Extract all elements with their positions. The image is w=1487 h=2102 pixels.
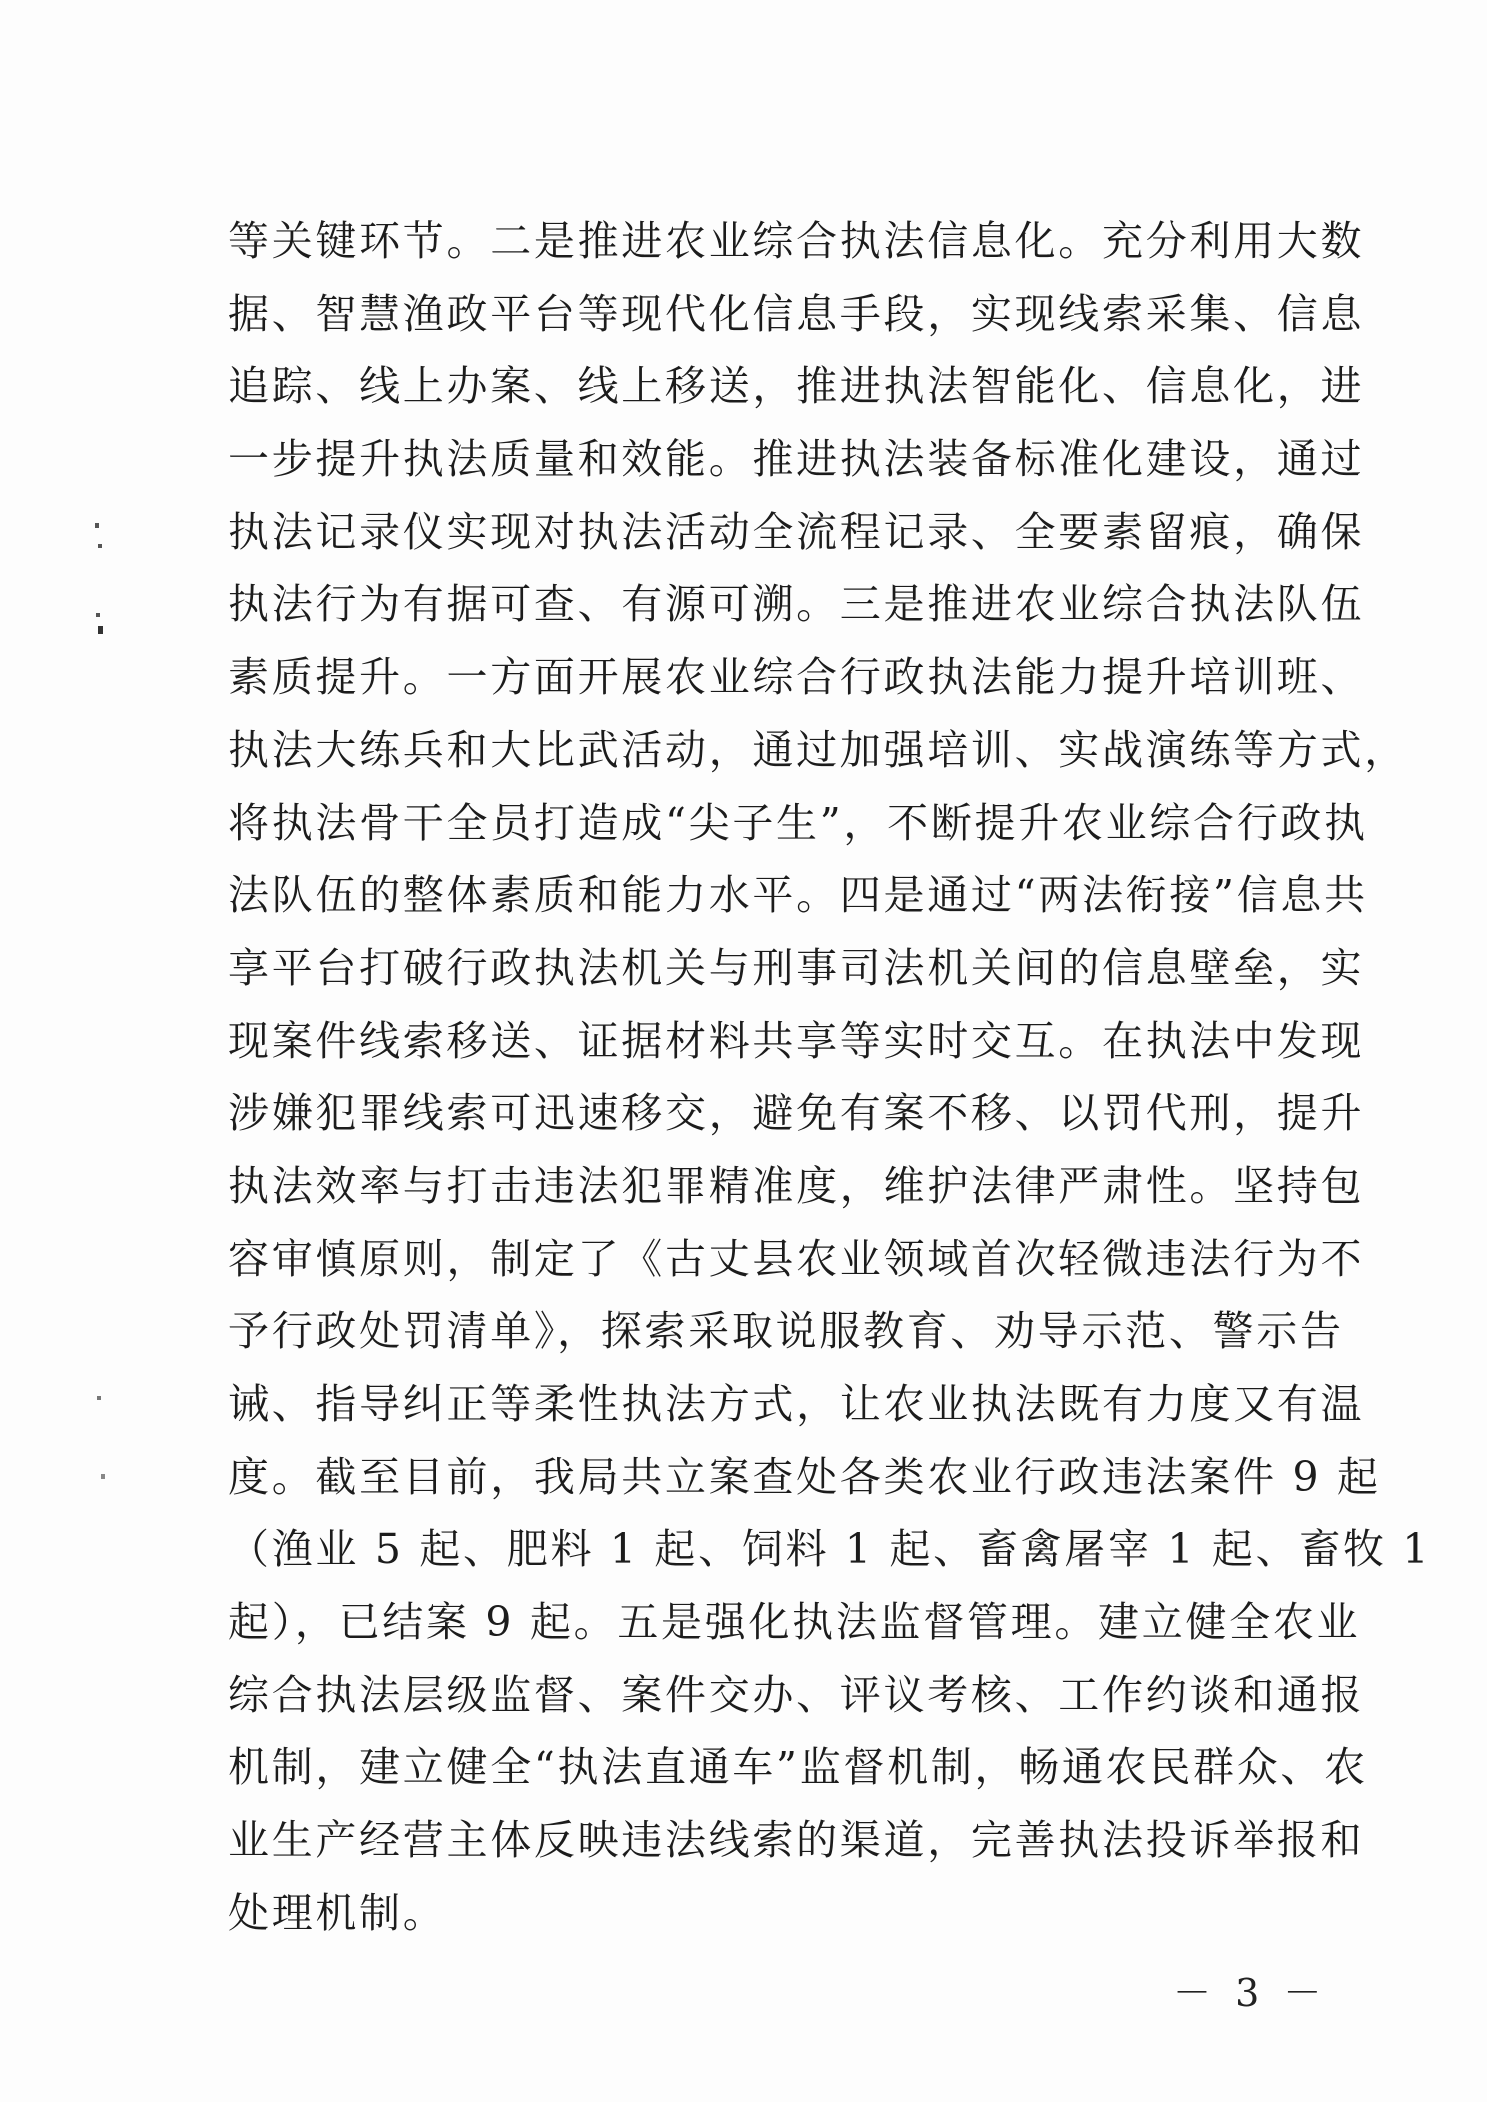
margin-speck (95, 523, 99, 528)
text-line: 据、智慧渔政平台等现代化信息手段，实现线索采集、信息 (228, 289, 1365, 338)
text-line: 执法效率与打击违法犯罪精准度，维护法律严肃性。坚持包 (228, 1161, 1365, 1210)
text-line: 机制，建立健全“执法直通车”监督机制，畅通农民群众、农 (228, 1743, 1368, 1792)
margin-speck (96, 613, 100, 617)
text-line: 处理机制。 (228, 1888, 447, 1937)
text-line: 涉嫌犯罪线索可迅速移交，避免有案不移、以罚代刑，提升 (228, 1089, 1365, 1138)
text-line: 执法大练兵和大比武活动，通过加强培训、实战演练等方式， (228, 725, 1408, 774)
margin-speck (98, 544, 102, 548)
text-line: 综合执法层级监督、案件交办、评议考核、工作约谈和通报 (228, 1670, 1365, 1719)
text-line: 将执法骨干全员打造成“尖子生”，不断提升农业综合行政执 (228, 798, 1368, 847)
page-number: － 3 － (1173, 1971, 1328, 2015)
text-line: 业生产经营主体反映违法线索的渠道，完善执法投诉举报和 (228, 1816, 1365, 1865)
text-line: 予行政处罚清单》，探索采取说服教育、劝导示范、警示告 (228, 1307, 1344, 1356)
text-line: 享平台打破行政执法机关与刑事司法机关间的信息壁垒，实 (228, 943, 1365, 992)
text-line: 追踪、线上办案、线上移送，推进执法智能化、信息化，进 (228, 362, 1365, 411)
text-line: 等关键环节。二是推进农业综合执法信息化。充分利用大数 (228, 217, 1365, 265)
body-text (228, 205, 1432, 1950)
margin-speck (98, 626, 103, 634)
text-line: 诫、指导纠正等柔性执法方式，让农业执法既有力度又有温 (228, 1380, 1365, 1428)
text-line: （渔业 5 起、肥料 1 起、饲料 1 起、畜禽屠宰 1 起、畜牧 1 (228, 1525, 1432, 1574)
text-line: 执法行为有据可查、有源可溯。三是推进农业综合执法队伍 (228, 580, 1365, 629)
text-line: 执法记录仪实现对执法活动全流程记录、全要素留痕，确保 (228, 507, 1365, 556)
text-line: 素质提升。一方面开展农业综合行政执法能力提升培训班、 (228, 653, 1365, 702)
text-line: 一步提升执法质量和效能。推进执法装备标准化建设，通过 (228, 435, 1365, 484)
text-line: 起），已结案 9 起。五是强化执法监督管理。建立健全农业 (228, 1598, 1361, 1647)
margin-speck (97, 1396, 101, 1400)
text-line: 度。截至目前，我局共立案查处各类农业行政违法案件 9 起 (228, 1452, 1381, 1501)
text-line: 现案件线索移送、证据材料共享等实时交互。在执法中发现 (228, 1016, 1365, 1065)
text-line: 容审慎原则，制定了《古丈县农业领域首次轻微违法行为不 (228, 1234, 1365, 1283)
text-line: 法队伍的整体素质和能力水平。四是通过“两法衔接”信息共 (228, 871, 1368, 920)
margin-speck (101, 1474, 105, 1479)
